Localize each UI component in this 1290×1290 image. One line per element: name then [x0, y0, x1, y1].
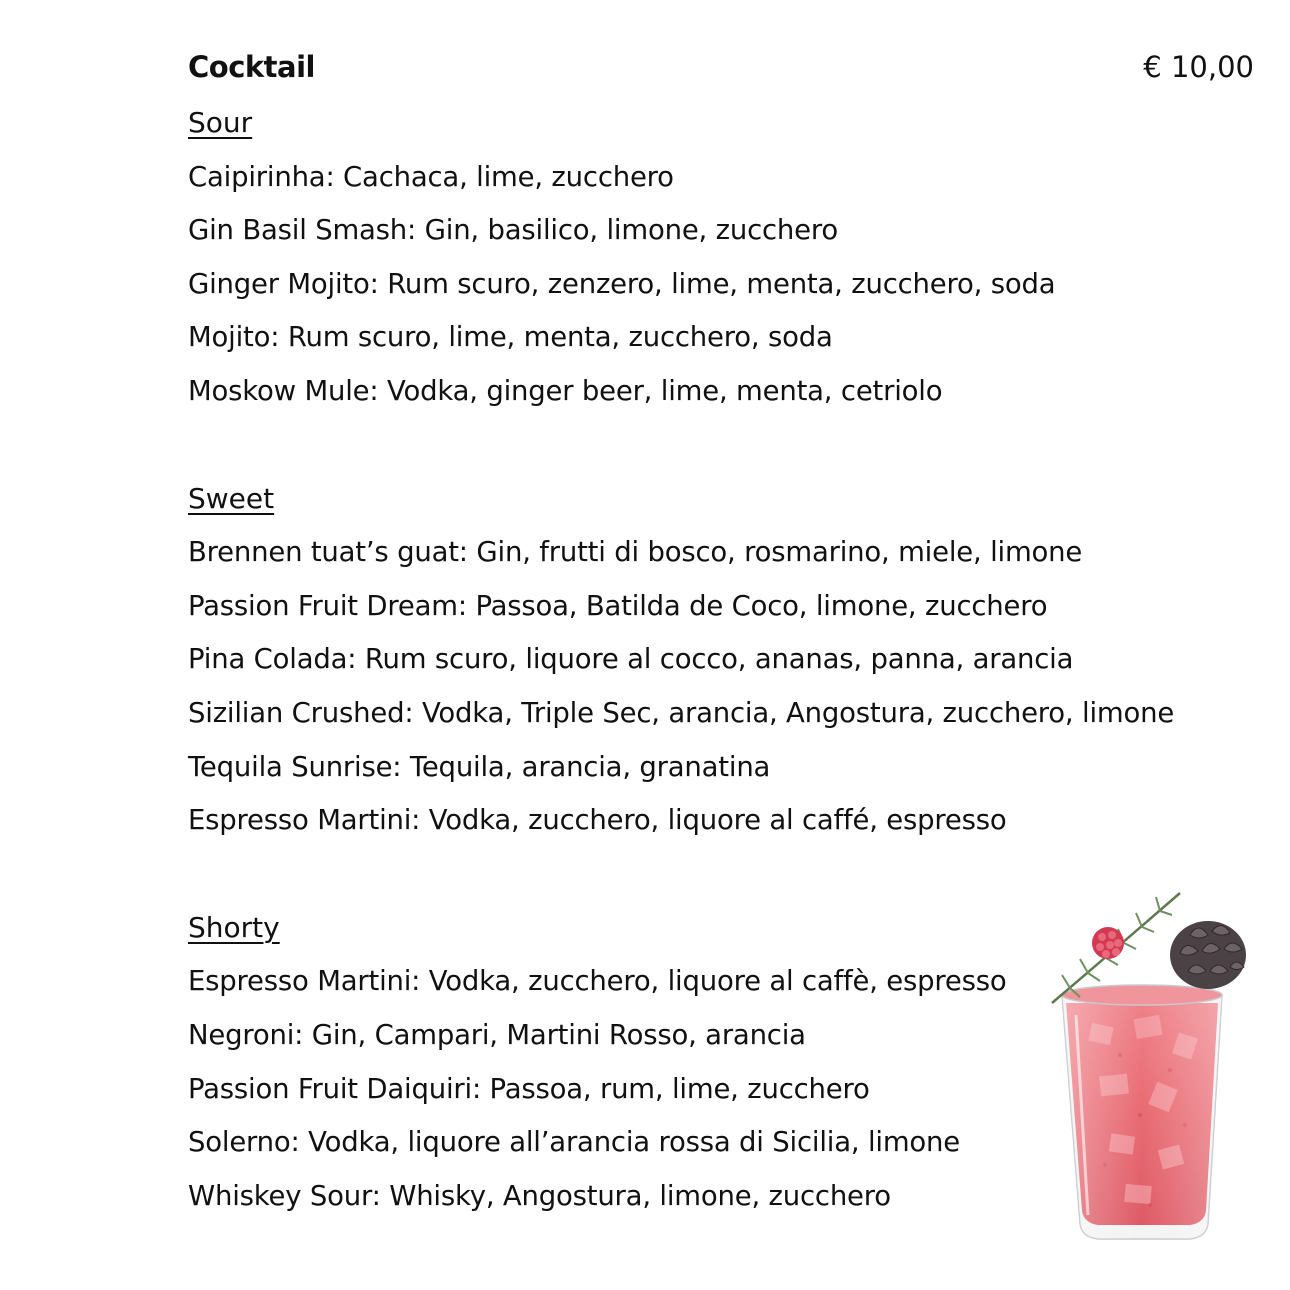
menu-item: Ginger Mojito: Rum scuro, zenzero, lime, menta, zucchero, soda: [188, 267, 1056, 300]
section-title-sweet: Sweet: [188, 481, 275, 515]
section-sour: [188, 100, 1258, 422]
menu-item: Espresso Martini: Vodka, zucchero, liquore al caffé, espresso: [188, 804, 1007, 837]
menu-item: Passion Fruit Daiquiri: Passoa, rum, lime, zucchero: [188, 1072, 870, 1105]
menu-item: Sizilian Crushed: Vodka, Triple Sec, arancia, Angostura, zucchero, limone: [188, 696, 1175, 729]
menu-price: € 10,00: [1143, 50, 1254, 84]
section-sweet: [188, 476, 1258, 851]
menu-title: Cocktail: [188, 50, 315, 84]
menu-item: Tequila Sunrise: Tequila, arancia, granatina: [188, 750, 771, 783]
menu-item: Mojito: Rum scuro, lime, menta, zucchero, soda: [188, 321, 833, 354]
menu-item: Caipirinha: Cachaca, lime, zucchero: [188, 160, 674, 193]
menu-header: [188, 46, 1258, 100]
red-cocktail-glass-illustration-icon: [1040, 885, 1255, 1245]
menu-item: Moskow Mule: Vodka, ginger beer, lime, menta, cetriolo: [188, 374, 943, 407]
menu-item: Negroni: Gin, Campari, Martini Rosso, arancia: [188, 1018, 806, 1051]
menu-item: Brennen tuat’s guat: Gin, frutti di bosco, rosmarino, miele, limone: [188, 536, 1083, 569]
section-title-shorty: Shorty: [188, 910, 280, 944]
menu-item: Pina Colada: Rum scuro, liquore al cocco, ananas, panna, arancia: [188, 643, 1074, 676]
menu-item: Gin Basil Smash: Gin, basilico, limone, zucchero: [188, 214, 838, 247]
menu-item: Solerno: Vodka, liquore all’arancia rossa di Sicilia, limone: [188, 1126, 961, 1159]
menu-item: Espresso Martini: Vodka, zucchero, liquore al caffè, espresso: [188, 965, 1007, 998]
section-title-sour: Sour: [188, 106, 253, 139]
menu-item: Whiskey Sour: Whisky, Angostura, limone, zucchero: [188, 1179, 891, 1212]
menu-item: Passion Fruit Dream: Passoa, Batilda de Coco, limone, zucchero: [188, 589, 1048, 622]
